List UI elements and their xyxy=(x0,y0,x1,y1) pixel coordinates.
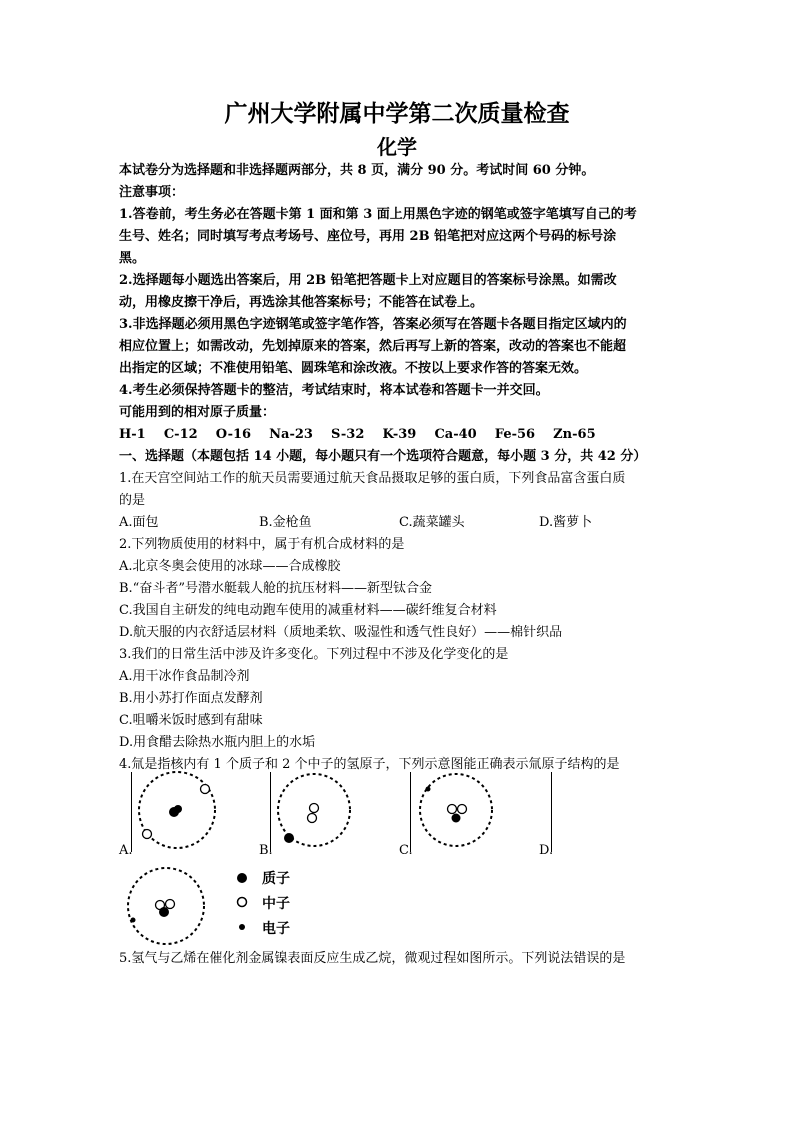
q1-option-c: C.蔬菜罐头 xyxy=(399,515,465,530)
section-1-heading: 一、选择题（本题包括 14 小题，每小题只有一个选项符合题意，每小题 3 分，共 42 分） xyxy=(119,449,647,464)
q1-stem-line-2: 的是 xyxy=(119,493,146,508)
neutron xyxy=(448,805,457,814)
electron xyxy=(426,787,431,792)
neutron-legend-icon xyxy=(234,894,250,910)
legend-neutron: 中子 xyxy=(262,896,290,912)
neutron xyxy=(201,785,210,794)
figure-divider xyxy=(551,772,552,852)
q2-option-d: D.航天服的内衣舒适层材料（质地柔软、吸湿性和透气性良好）——棉针织品 xyxy=(119,625,563,640)
neutron xyxy=(143,830,152,839)
exam-intro: 本试卷分为选择题和非选择题两部分，共 8 页，满分 90 分。考试时间 60 分钟。 xyxy=(119,163,595,178)
subject-title: 化学 xyxy=(377,135,417,159)
q3-option-d: D.用食醋去除热水瓶内胆上的水垢 xyxy=(119,735,316,750)
q4-option-b: B. xyxy=(259,843,273,858)
q4-option-c: C. xyxy=(399,843,413,858)
q1-option-d: D.酱萝卜 xyxy=(539,515,593,530)
neutron xyxy=(458,805,467,814)
neutron xyxy=(166,900,175,909)
notes-heading: 注意事项： xyxy=(119,185,185,200)
q3-stem: 3.我们的日常生活中涉及许多变化。下列过程中不涉及化学变化的是 xyxy=(119,647,509,662)
neutron xyxy=(310,804,319,813)
electron xyxy=(284,833,294,843)
q1-option-a: A.面包 xyxy=(119,515,159,530)
proton-legend-icon xyxy=(234,870,250,886)
proton xyxy=(159,907,169,917)
atomic-mass-list: H-1 C-12 O-16 Na-23 S-32 K-39 Ca-40 Fe-56 Zn-65 xyxy=(119,427,596,442)
atom-diagram-d xyxy=(122,862,218,952)
atom-diagram-b xyxy=(272,768,372,852)
note-3-line-1: 3.非选择题必须用黑色字迹钢笔或签字笔作答，答案必须写在答题卡各题目指定区域内的 xyxy=(119,317,627,332)
proton xyxy=(174,805,182,813)
legend-electron: 电子 xyxy=(262,921,290,937)
note-4: 4.考生必须保持答题卡的整洁，考试结束时，将本试卷和答题卡一并交回。 xyxy=(119,383,549,398)
q3-option-b: B.用小苏打作面点发酵剂 xyxy=(119,691,263,706)
q2-option-c: C.我国自主研发的纯电动跑车使用的减重材料——碳纤维复合材料 xyxy=(119,603,497,618)
figure-divider xyxy=(270,772,271,852)
q5-stem: 5.氢气与乙烯在催化剂金属镍表面反应生成乙烷，微观过程如图所示。下列说法错误的是 xyxy=(119,951,626,966)
figure-divider xyxy=(410,772,411,852)
electron-legend-icon xyxy=(234,919,250,935)
q4-option-a: A. xyxy=(119,843,133,858)
proton xyxy=(452,814,461,823)
note-3-line-3: 出指定的区域；不准使用铅笔、圆珠笔和涂改液。不按以上要求作答的答案无效。 xyxy=(119,361,588,376)
atom-diagram-a xyxy=(132,768,232,852)
q4-option-d: D. xyxy=(539,843,554,858)
note-1-line-1: 1.答卷前，考生务必在答题卡第 1 面和第 3 面上用黑色字迹的钢笔或签字笔填写自己的考 xyxy=(119,207,637,222)
note-3-line-2: 相应位置上；如需改动，先划掉原来的答案，然后再写上新的答案，改动的答案也不能超 xyxy=(119,339,627,354)
q3-option-c: C.咀嚼米饭时感到有甜味 xyxy=(119,713,263,728)
note-1-line-2: 生号、姓名；同时填写考点考场号、座位号，再用 2B 铅笔把对应这两个号码的标号涂 xyxy=(119,229,617,244)
q4-stem: 4.氚是指核内有 1 个质子和 2 个中子的氢原子，下列示意图能正确表示氚原子结构的是 xyxy=(119,757,620,772)
atom-diagram-c xyxy=(412,768,512,852)
electron xyxy=(131,918,136,923)
q3-option-a: A.用干冰作食品制冷剂 xyxy=(119,669,250,684)
q1-option-b: B.金枪鱼 xyxy=(259,515,312,530)
q2-option-a: A.北京冬奥会使用的冰球——合成橡胶 xyxy=(119,559,341,574)
q2-option-b: B.“奋斗者”号潜水艇载人舱的抗压材料——新型钛合金 xyxy=(119,581,432,596)
legend-proton: 质子 xyxy=(262,871,290,887)
atomic-mass-heading: 可能用到的相对原子质量： xyxy=(119,405,276,420)
school-title: 广州大学附属中学第二次质量检查 xyxy=(224,100,570,127)
note-2-line-2: 动，用橡皮擦干净后，再选涂其他答案标号；不能答在试卷上。 xyxy=(119,295,484,310)
note-1-line-3: 黑。 xyxy=(119,251,146,266)
note-2-line-1: 2.选择题每小题选出答案后，用 2B 铅笔把答题卡上对应题目的答案标号涂黑。如需改 xyxy=(119,273,617,288)
neutron xyxy=(308,814,317,823)
q1-stem-line-1: 1.在天宫空间站工作的航天员需要通过航天食品摄取足够的蛋白质，下列食品富含蛋白质 xyxy=(119,471,626,486)
q2-stem: 2.下列物质使用的材料中，属于有机合成材料的是 xyxy=(119,537,405,552)
